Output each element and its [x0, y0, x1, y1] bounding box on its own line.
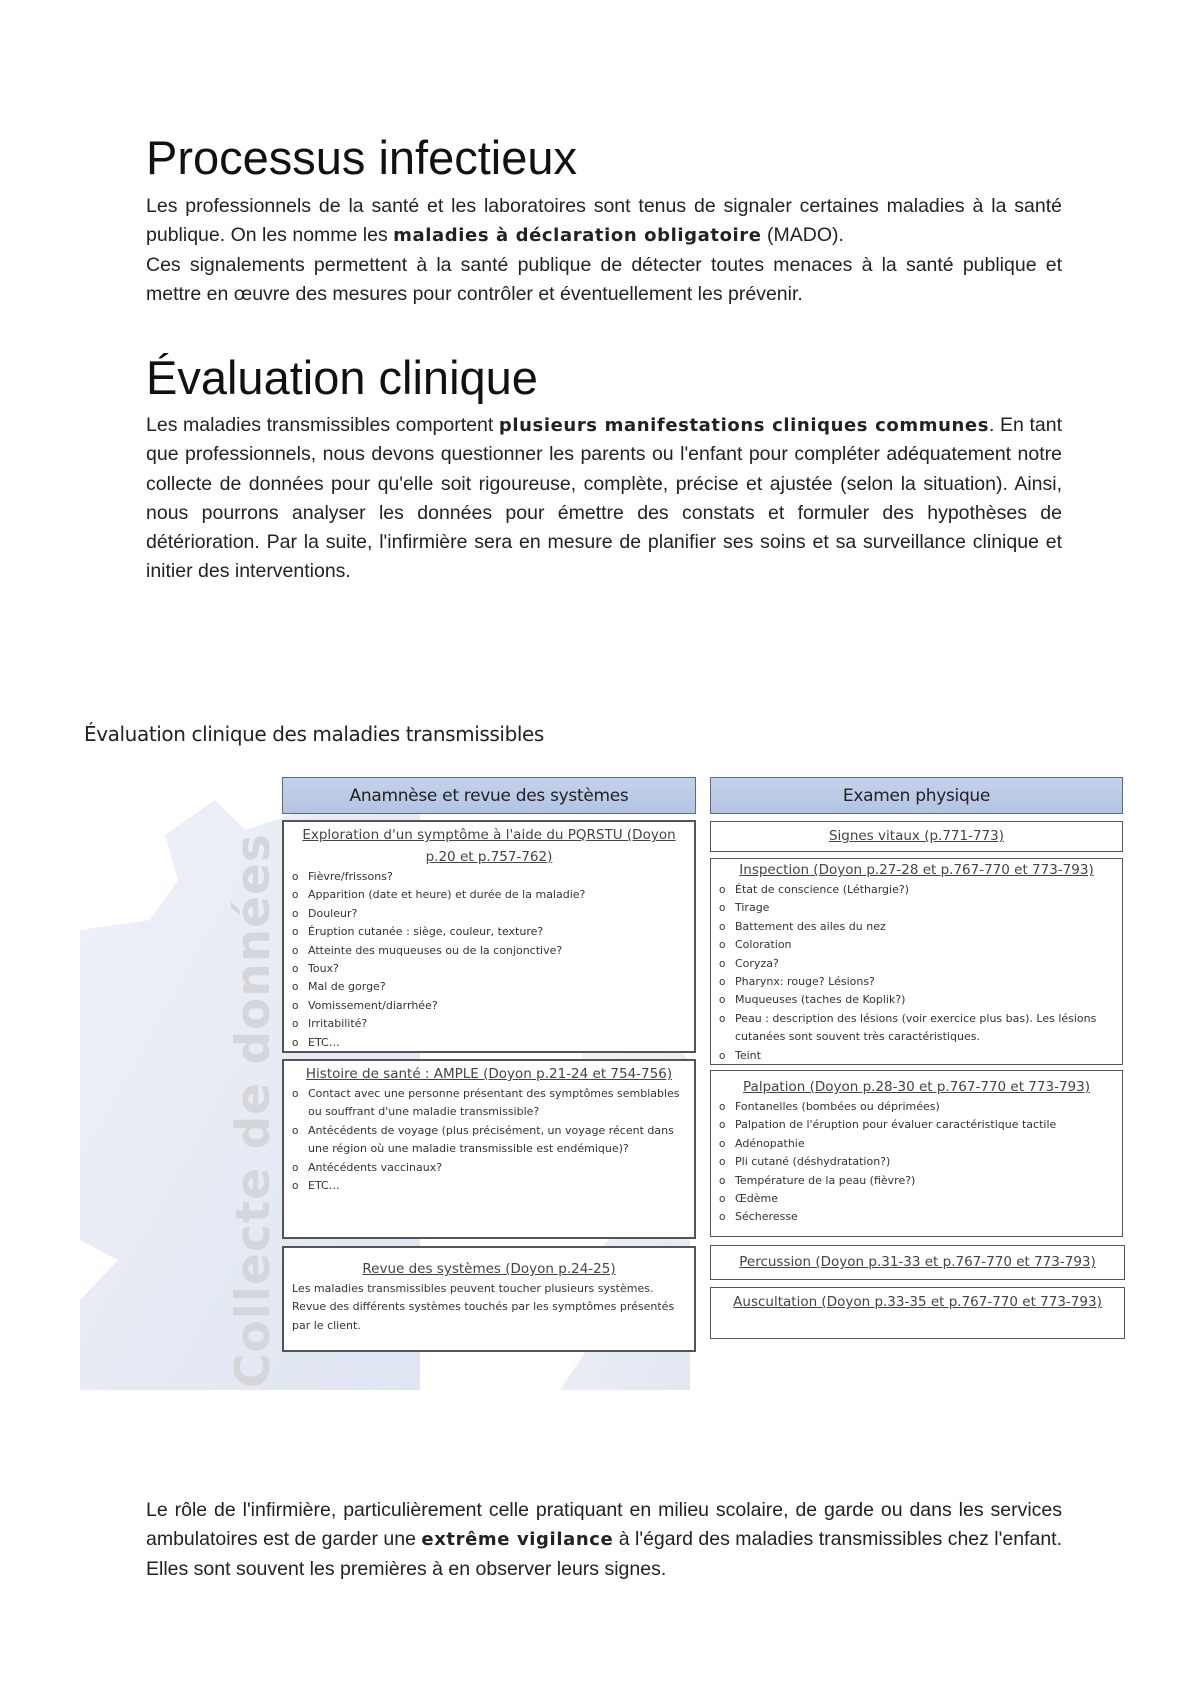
inspection-title: Inspection (Doyon p.27-28 et p.767-770 et 773-793) [739, 862, 1094, 878]
palpation-list [711, 1098, 1122, 1227]
vigilance-bold: extrême vigilance [421, 1529, 614, 1551]
list-item: o ETC… [292, 1177, 688, 1195]
list-item: o Atteinte des muqueuses ou de la conjonctive? [292, 942, 688, 960]
list-item: o Pharynx: rouge? Lésions? [719, 973, 1116, 991]
signalements-text: Ces signalements permettent à la santé publique de détecter toutes menaces à la santé publique et mettre en œuvre des mesures pour contrôler et éventuellement les prévenir. [146, 253, 1062, 305]
ample-title: Histoire de santé : AMPLE (Doyon p.21-24 et 754-756) [305, 1066, 673, 1082]
list-item: o Douleur? [292, 905, 688, 923]
list-item: o Battement des ailes du nez [719, 918, 1116, 936]
list-item: o Muqueuses (taches de Koplik?) [719, 991, 1116, 1009]
list-item: o Sécheresse [719, 1208, 1116, 1226]
collecte-de-donnees-label: Collecte de données [226, 833, 281, 1388]
inspection-box [710, 858, 1123, 1065]
list-item: o État de conscience (Léthargie?) [719, 881, 1116, 899]
pqrstu-list [284, 868, 694, 1052]
ample-box [282, 1059, 696, 1239]
inspection-list [711, 881, 1122, 1065]
list-item: o Œdème [719, 1190, 1116, 1208]
list-item: o Tirage [719, 899, 1116, 917]
text-run: Les maladies transmissibles comportent [146, 414, 499, 436]
list-item: o Adénopathie [719, 1135, 1116, 1153]
list-item: o Coloration [719, 936, 1116, 954]
examen-header: Examen physique [710, 777, 1123, 814]
text-run: Le rôle de l'infirmière, particulièrement celle pratiquant en milieu scolaire, de garde ou dans les services ambulatoires est de garder une [146, 1499, 1062, 1551]
list-item: o Fièvre/frissons? [292, 868, 688, 886]
percussion-box [710, 1245, 1125, 1280]
pqrstu-title: Exploration d'un symptôme à l'aide du PQRSTU (Doyon p.20 et p.757-762) [302, 827, 676, 865]
revue-title: Revue des systèmes (Doyon p.24-25) [362, 1261, 616, 1277]
list-item: o Coryza? [719, 955, 1116, 973]
mado-bold: maladies à déclaration obligatoire [393, 225, 762, 247]
ample-list [284, 1085, 694, 1195]
section-title-evaluation: Évaluation clinique [146, 351, 538, 404]
list-item: o Peau : description des lésions (voir exercice plus bas). Les lésions cutanées sont souvent très caractéristiques. [719, 1010, 1116, 1047]
list-item: o Éruption cutanée : siège, couleur, texture? [292, 923, 688, 941]
page-title: Processus infectieux [146, 131, 578, 184]
anamnese-header: Anamnèse et revue des systèmes [282, 777, 696, 814]
palpation-title: Palpation (Doyon p.28-30 et p.767-770 et 773-793) [743, 1079, 1090, 1095]
list-item: o ETC… [292, 1034, 688, 1052]
revue-body: Les maladies transmissibles peuvent toucher plusieurs systèmes. Revue des différents systèmes touchés par les symptômes présentés par le client. [292, 1282, 675, 1332]
list-item: o Apparition (date et heure) et durée de la maladie? [292, 886, 688, 904]
list-item: o Pli cutané (déshydratation?) [719, 1153, 1116, 1171]
list-item: o Température de la peau (fièvre?) [719, 1172, 1116, 1190]
pqrstu-box [282, 820, 696, 1053]
figure-title: Évaluation clinique des maladies transmissibles [84, 722, 544, 746]
auscultation-box [710, 1287, 1125, 1339]
signes-vitaux-box [710, 821, 1123, 852]
auscultation-title: Auscultation (Doyon p.33-35 et p.767-770 et 773-793) [733, 1294, 1102, 1310]
list-item: o Teint [719, 1047, 1116, 1065]
revue-box [282, 1246, 696, 1352]
list-item: o Toux? [292, 960, 688, 978]
palpation-box [710, 1070, 1123, 1237]
signes-vitaux-title: Signes vitaux (p.771-773) [828, 828, 1005, 844]
text-run: (MADO). [761, 224, 844, 247]
text-run: Les professionnels de la santé et les laboratoires sont tenus de signaler certaines maladies à la santé publique. On les nomme les [146, 195, 1062, 247]
list-item: o Fontanelles (bombées ou déprimées) [719, 1098, 1116, 1116]
list-item: o Palpation de l'éruption pour évaluer caractéristique tactile [719, 1116, 1116, 1134]
text-run: . En tant que professionnels, nous devons questionner les parents ou l'enfant pour compléter adéquatement notre collecte de données pour qu'elle soit rigoureuse, complète, précise et ajustée (selon la situation). Ainsi, nous pourrons analyser les données pour émettre des constats et formuler des hypothèses de détérioration. Par la suite, l'infirmière sera en mesure de planifier ses soins et sa surveillance clinique et initier des interventions. [146, 414, 1062, 583]
list-item: o Contact avec une personne présentant des symptômes semblables ou souffrant d'une maladie transmissible? [292, 1085, 688, 1122]
list-item: o Mal de gorge? [292, 978, 688, 996]
percussion-title: Percussion (Doyon p.31-33 et p.767-770 et 773-793) [739, 1254, 1096, 1270]
list-item: o Vomissement/diarrhée? [292, 997, 688, 1015]
list-item: o Antécédents de voyage (plus précisément, un voyage récent dans une région où une maladie transmissible est endémique)? [292, 1122, 688, 1159]
list-item: o Irritabilité? [292, 1015, 688, 1033]
manifestations-bold: plusieurs manifestations cliniques communes [498, 415, 990, 436]
text-run: à l'égard des maladies transmissibles chez l'enfant. Elles sont souvent les premières à en observer leurs signes. [146, 1528, 1062, 1580]
list-item: o Antécédents vaccinaux? [292, 1159, 688, 1177]
role-infirmiere-paragraph [146, 1496, 1062, 1584]
